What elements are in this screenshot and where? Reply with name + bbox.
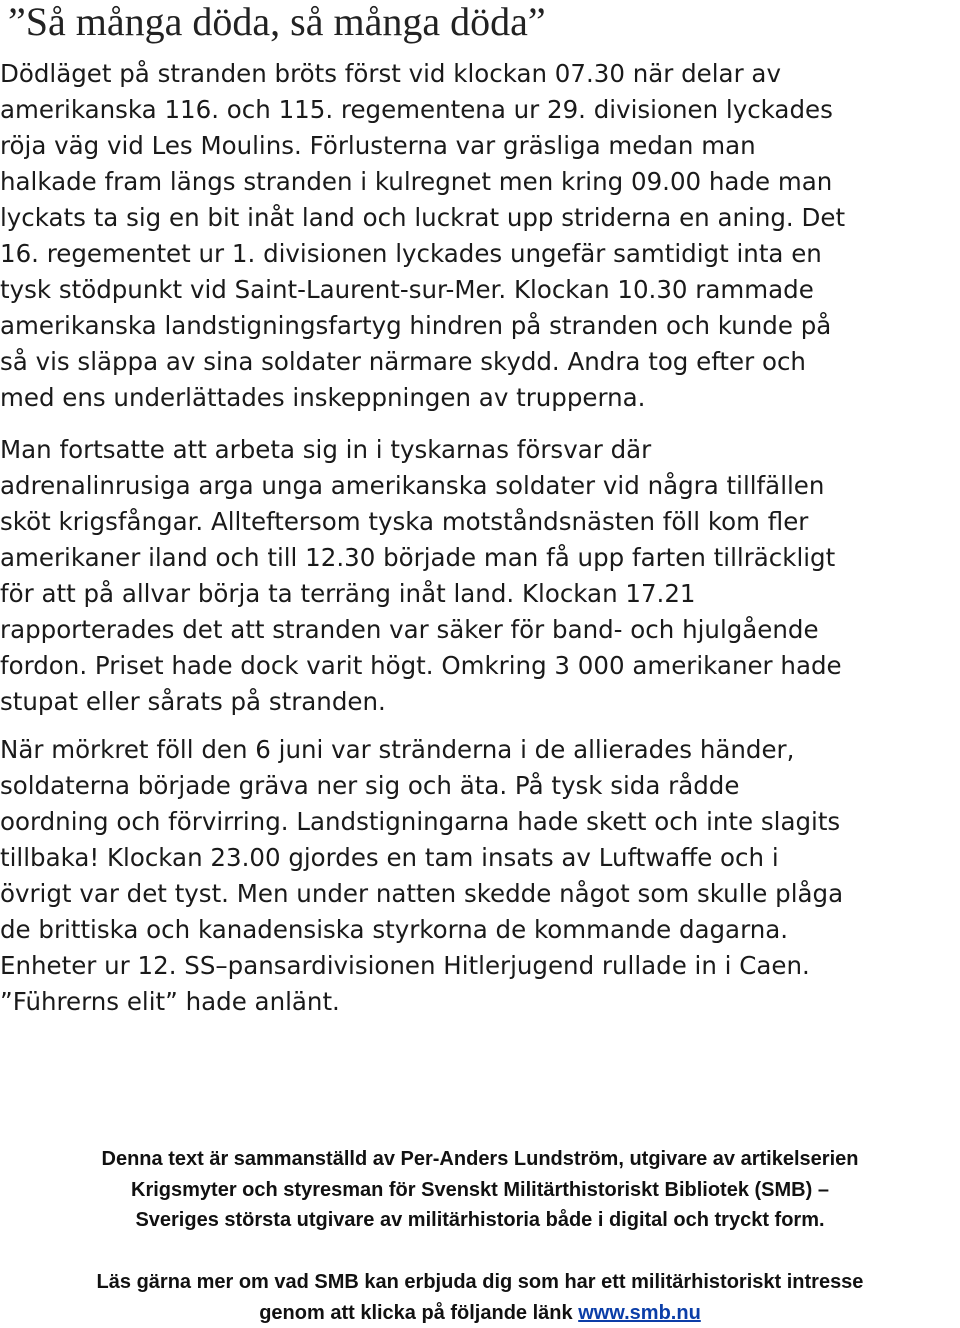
text-line: tillbaka! Klockan 23.00 gjordes en tam insats av Luftwaffe och i	[0, 843, 779, 872]
footer-credit	[0, 1144, 960, 1236]
footer-credit-line: Sveriges största utgivare av militärhistoria både i digital och tryckt form.	[135, 1209, 825, 1231]
text-line: med ens underlättades inskeppningen av trupperna.	[0, 383, 646, 412]
text-line: röja väg vid Les Moulins. Förlusterna var gräsliga medan man	[0, 131, 756, 160]
text-line: Man fortsatte att arbeta sig in i tyskarnas försvar där	[0, 435, 652, 464]
text-line: så vis släppa av sina soldater närmare skydd. Andra tog efter och	[0, 347, 806, 376]
text-line: tysk stödpunkt vid Saint-Laurent-sur-Mer. Klockan 10.30 rammade	[0, 275, 814, 304]
text-line: halkade fram längs stranden i kulregnet men kring 09.00 hade man	[0, 167, 833, 196]
footer-credit-line: Denna text är sammanställd av Per-Anders Lundström, utgivare av artikelserien	[101, 1148, 859, 1170]
paragraph-1	[0, 56, 950, 416]
text-line: soldaterna började gräva ner sig och äta. På tysk sida rådde	[0, 771, 740, 800]
footer-link-prefix: genom att klicka på följande länk	[259, 1301, 579, 1324]
footer-promo	[0, 1267, 960, 1328]
smb-website-link[interactable]: www.smb.nu	[578, 1301, 701, 1324]
text-line: fordon. Priset hade dock varit högt. Omkring 3 000 amerikaner hade	[0, 651, 842, 680]
footer-credit-line: Krigsmyter och styresman för Svenskt Militärthistoriskt Bibliotek (SMB) –	[131, 1178, 829, 1201]
text-line: amerikanska 116. och 115. regementena ur 29. divisionen lyckades	[0, 95, 833, 124]
text-line: sköt krigsfångar. Allteftersom tyska motståndsnästen föll kom fler	[0, 507, 809, 536]
text-line: stupat eller sårats på stranden.	[0, 687, 386, 716]
text-line: lyckats ta sig en bit inåt land och luckrat upp striderna en aning. Det	[0, 203, 846, 232]
text-line: amerikanska landstigningsfartyg hindren på stranden och kunde på	[0, 311, 832, 340]
page-title: ”Så många döda, så många döda”	[8, 0, 546, 44]
paragraph-3	[0, 732, 950, 1020]
footer-promo-line: Läs gärna mer om vad SMB kan erbjuda dig som har ett militärhistoriskt intresse	[96, 1271, 864, 1293]
text-line: 16. regementet ur 1. divisionen lyckades ungefär samtidigt inta en	[0, 239, 822, 268]
footer-link-line	[0, 1298, 960, 1328]
text-line: övrigt var det tyst. Men under natten skedde något som skulle plåga	[0, 879, 844, 908]
text-line: rapporterades det att stranden var säker för band- och hjulgående	[0, 615, 819, 644]
text-line: för att på allvar börja ta terräng inåt land. Klockan 17.21	[0, 579, 696, 608]
text-line: ”Führerns elit” hade anlänt.	[0, 987, 340, 1016]
text-line: adrenalinrusiga arga unga amerikanska soldater vid några tillfällen	[0, 471, 825, 500]
text-line: de brittiska och kanadensiska styrkorna de kommande dagarna.	[0, 915, 789, 944]
text-line: amerikaner iland och till 12.30 började man få upp farten tillräckligt	[0, 543, 836, 572]
text-line: Dödläget på stranden bröts först vid klockan 07.30 när delar av	[0, 59, 781, 88]
text-line: Enheter ur 12. SS–pansardivisionen Hitlerjugend rullade in i Caen.	[0, 951, 810, 980]
text-line: oordning och förvirring. Landstigningarna hade skett och inte slagits	[0, 807, 841, 836]
text-line: När mörkret föll den 6 juni var stränderna i de allierades händer,	[0, 735, 795, 764]
paragraph-2	[0, 432, 950, 720]
